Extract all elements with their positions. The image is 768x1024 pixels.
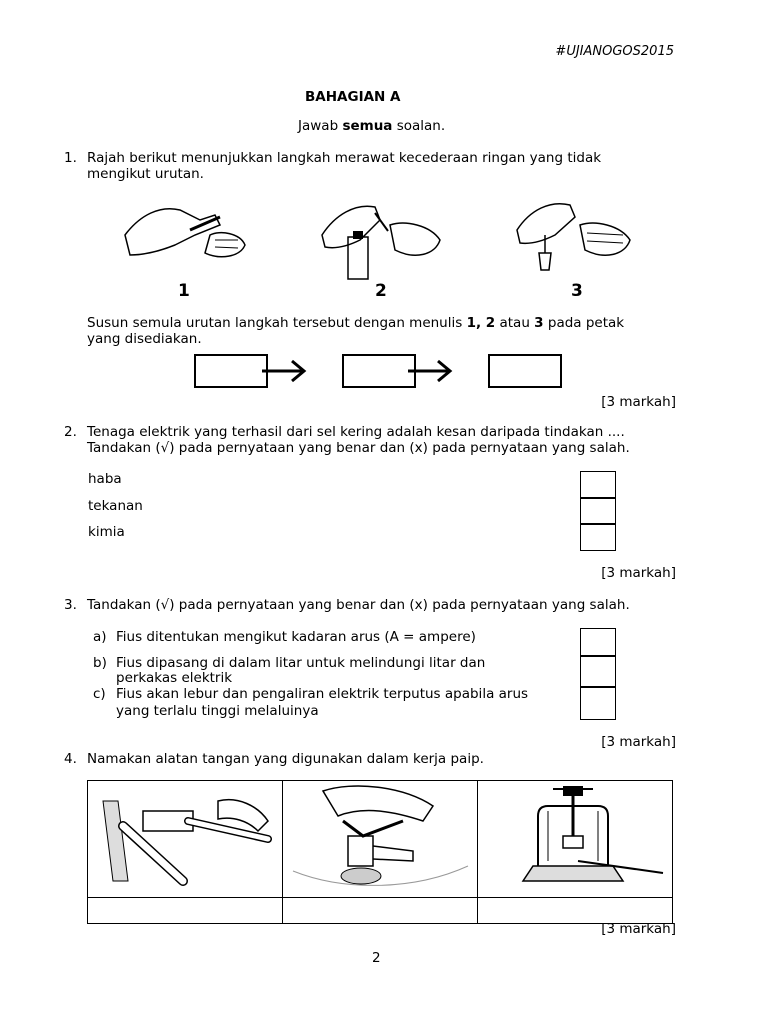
q3-text-line1: Tandakan (√) pada pernyataan yang benar dan (x) pada pernyataan yang salah. [87, 597, 630, 613]
q3-marks: [3 markah] [601, 734, 676, 750]
q3-item-b-letter: b) [93, 655, 107, 671]
q3-number: 3. [64, 597, 77, 613]
tool-image-cell-1 [88, 781, 283, 898]
step-label-1: 1 [178, 281, 190, 301]
q1-subinstruction-line2: yang disediakan. [87, 331, 202, 347]
q3-item-b-text-line1: Fius dipasang di dalam litar untuk melindungi litar dan [116, 655, 486, 671]
tool-answer-cell-2[interactable] [283, 898, 478, 924]
q3-tick-box-c[interactable] [580, 686, 616, 720]
tool-image-cell-3 [478, 781, 673, 898]
q1-text-line2: mengikut urutan. [87, 166, 204, 182]
page-number: 2 [372, 950, 381, 966]
q1-subinstruction-line1: Susun semula urutan langkah tersebut dengan menulis 1, 2 atau 3 pada petak [87, 315, 625, 331]
step-label-2: 2 [375, 281, 387, 301]
sequence-answer-box-2[interactable] [342, 354, 416, 388]
first-aid-step-3-image [515, 195, 635, 280]
q3-item-a-text: Fius ditentukan mengikut kadaran arus (A = ampere) [116, 629, 476, 645]
pipe-vice-image [478, 781, 672, 893]
q2-text-line2: Tandakan (√) pada pernyataan yang benar dan (x) pada pernyataan yang salah. [87, 440, 630, 456]
q2-text-line1: Tenaga elektrik yang terhasil dari sel kering adalah kesan daripada tindakan .... [87, 424, 625, 440]
q2-tick-box-tekanan[interactable] [580, 497, 616, 525]
q2-tick-box-haba[interactable] [580, 471, 616, 499]
sequence-answer-box-3[interactable] [488, 354, 562, 388]
q3-item-b-text-line2: perkakas elektrik [116, 670, 233, 686]
tool-answer-cell-1[interactable] [88, 898, 283, 924]
first-aid-step-1-image [120, 195, 250, 270]
q3-item-a-letter: a) [93, 629, 107, 645]
arrow-right-icon [262, 358, 310, 384]
step-label-3: 3 [571, 281, 583, 301]
q2-option-tekanan: tekanan [88, 498, 143, 514]
tool-image-cell-2 [283, 781, 478, 898]
exam-tag: #UJIANOGOS2015 [555, 44, 674, 59]
q3-item-c-letter: c) [93, 686, 106, 702]
sequence-answer-box-1[interactable] [194, 354, 268, 388]
tool-answer-cell-3[interactable] [478, 898, 673, 924]
q3-item-c-text-line1: Fius akan lebur dan pengaliran elektrik terputus apabila arus [116, 686, 529, 702]
q2-option-haba: haba [88, 471, 122, 487]
q2-number: 2. [64, 424, 77, 440]
section-title: BAHAGIAN A [305, 89, 401, 105]
tools-table [87, 780, 673, 924]
q1-text-line1: Rajah berikut menunjukkan langkah merawat kecederaan ringan yang tidak [87, 150, 602, 166]
adjustable-spanner-image [283, 781, 477, 893]
q2-tick-box-kimia[interactable] [580, 523, 616, 551]
q3-tick-box-b[interactable] [580, 655, 616, 688]
q1-marks: [3 markah] [601, 394, 676, 410]
q3-item-c-text-line2: yang terlalu tinggi melaluinya [116, 703, 319, 719]
pipe-wrench-image [88, 781, 282, 893]
section-instruction: Jawab semua soalan. [298, 118, 446, 134]
q2-marks: [3 markah] [601, 565, 676, 581]
q4-marks: [3 markah] [601, 921, 676, 937]
q4-number: 4. [64, 751, 77, 767]
q1-number: 1. [64, 150, 77, 166]
q2-option-kimia: kimia [88, 524, 125, 540]
q3-tick-box-a[interactable] [580, 628, 616, 657]
q4-text-line1: Namakan alatan tangan yang digunakan dalam kerja paip. [87, 751, 484, 767]
arrow-right-icon [408, 358, 456, 384]
first-aid-step-2-image [320, 195, 450, 280]
